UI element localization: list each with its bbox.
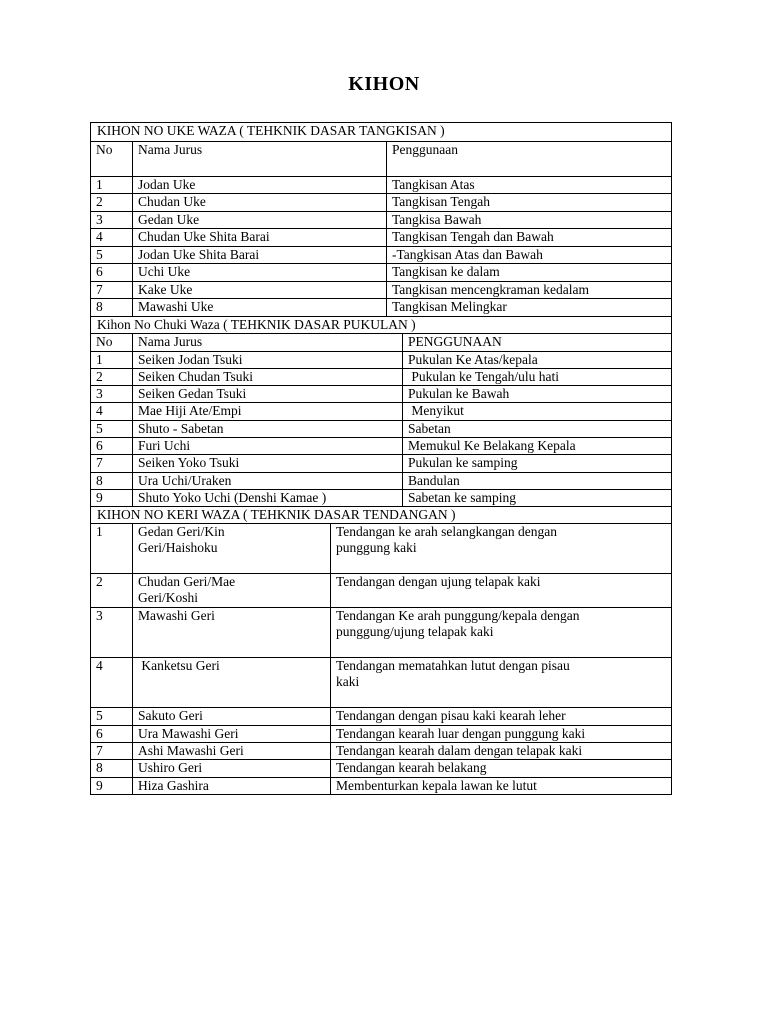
row-name: Seiken Chudan Tsuki [132,369,402,385]
row-no: 1 [96,176,103,192]
uke-rows [91,176,671,316]
row-name: Seiken Gedan Tsuki [132,386,402,402]
row-no: 2 [96,574,103,590]
table-row [91,368,671,385]
row-name: Kanketsu Geri [132,658,330,707]
row-name: Ushiro Geri [132,760,330,776]
row-use: Tangkisan Tengah [386,194,671,211]
row-name: Ura Uchi/Uraken [132,473,402,489]
row-use: Pukulan ke samping [402,455,671,471]
table-row [91,281,671,299]
table-row [91,351,671,368]
row-no: 8 [96,472,103,488]
kihon-table [90,122,672,795]
row-use: -Tangkisan Atas dan Bawah [386,247,671,264]
row-no: 6 [96,264,103,279]
table-row [91,657,671,707]
row-use: Memukul Ke Belakang Kepala [402,438,671,454]
row-no: 5 [96,708,103,724]
row-name: Mae Hiji Ate/Empi [132,403,402,419]
table-row [91,777,671,794]
row-name: Gedan Uke [132,212,386,229]
row-use: Menyikut [402,403,671,419]
column-header-name: Nama Jurus [132,334,402,351]
row-name: Jodan Uke Shita Barai [132,247,386,264]
row-use: Tendangan mematahkan lutut dengan pisau kaki [330,658,671,707]
row-use: Tendangan kearah belakang [330,760,671,776]
row-use: Tendangan dengan ujung telapak kaki [330,574,671,607]
table-row [91,607,671,657]
table-row [91,707,671,724]
row-use: Tendangan kearah dalam dengan telapak kaki [330,743,671,759]
column-header-use: PENGGUNAAN [402,334,671,351]
row-name: Mawashi Geri [132,608,330,657]
chuki-rows [91,351,671,507]
page-title: KIHON [348,73,420,95]
column-header-use: Penggunaan [386,142,671,176]
row-use: Tendangan dengan pisau kaki kearah leher [330,708,671,724]
table-row [91,472,671,489]
column-header-name: Nama Jurus [132,142,386,176]
row-use: Tendangan Ke arah punggung/kepala dengan punggung/ujung telapak kaki [330,608,671,657]
row-no: 4 [96,658,103,674]
row-no: 1 [96,524,103,540]
row-name: Shuto Yoko Uchi (Denshi Kamae ) [132,490,402,506]
row-name: Gedan Geri/Kin Geri/Haishoku [132,524,330,573]
section-heading-chuki [91,316,671,334]
row-use: Sabetan [402,421,671,437]
row-no: 7 [96,281,103,297]
row-no: 3 [96,608,103,624]
row-no: 2 [96,194,103,209]
row-name: Jodan Uke [132,177,386,194]
row-use: Tendangan ke arah selangkangan dengan punggung kaki [330,524,671,573]
table-row [91,573,671,607]
table-row [91,211,671,229]
row-name: Uchi Uke [132,264,386,281]
table-row [91,402,671,419]
row-no: 4 [96,229,103,244]
table-row [91,385,671,402]
row-name: Ashi Mawashi Geri [132,743,330,759]
table-row [91,759,671,776]
keri-rows [91,523,671,793]
section-heading-chuki-text: Kihon No Chuki Waza ( TEHKNIK DASAR PUKULAN ) [97,316,416,332]
row-no: 6 [96,725,103,741]
row-name: Chudan Uke Shita Barai [132,229,386,246]
row-name: Sakuto Geri [132,708,330,724]
row-use: Tangkisan Melingkar [386,299,671,316]
row-no: 9 [96,777,103,793]
row-use: Bandulan [402,473,671,489]
section-heading-uke-text: KIHON NO UKE WAZA ( TEHKNIK DASAR TANGKISAN ) [97,123,445,138]
row-no: 8 [96,760,103,776]
row-use: Pukulan ke Bawah [402,386,671,402]
row-no: 1 [96,351,103,367]
table-row [91,228,671,246]
row-no: 3 [96,211,103,227]
row-name: Ura Mawashi Geri [132,726,330,742]
row-name: Kake Uke [132,282,386,299]
table-row [91,523,671,573]
row-name: Furi Uchi [132,438,402,454]
row-name: Seiken Yoko Tsuki [132,455,402,471]
row-name: Shuto - Sabetan [132,421,402,437]
row-no: 7 [96,743,103,759]
table-row [91,454,671,471]
row-use: Tangkisan ke dalam [386,264,671,281]
row-no: 2 [96,368,103,384]
section-heading-uke [91,123,671,141]
row-use: Tangkisan Tengah dan Bawah [386,229,671,246]
table-row [91,298,671,316]
table-row [91,176,671,194]
section-heading-keri-text: KIHON NO KERI WAZA ( TEHKNIK DASAR TENDANGAN ) [97,507,456,523]
row-no: 8 [96,299,103,314]
table-row [91,725,671,742]
table-row [91,193,671,211]
row-use: Pukulan ke Tengah/ulu hati [402,369,671,385]
table-row [91,489,671,506]
row-use: Tangkisa Bawah [386,212,671,229]
row-name: Chudan Geri/Mae Geri/Koshi [132,574,330,607]
row-name: Chudan Uke [132,194,386,211]
row-no: 3 [96,386,103,402]
column-header-no: No [96,334,113,349]
table-header-chuki [91,333,671,351]
row-use: Sabetan ke samping [402,490,671,506]
table-row [91,246,671,264]
row-name: Seiken Jodan Tsuki [132,352,402,368]
row-no: 5 [96,246,103,262]
table-row [91,742,671,759]
row-no: 6 [96,437,103,453]
column-header-no: No [96,141,113,157]
section-heading-keri [91,506,671,523]
row-no: 9 [96,489,103,505]
row-use: Membenturkan kepala lawan ke lutut [330,778,671,794]
table-row [91,420,671,437]
table-row [91,437,671,454]
row-use: Tangkisan Atas [386,177,671,194]
row-no: 5 [96,420,103,436]
row-no: 4 [96,403,103,419]
row-use: Tendangan kearah luar dengan punggung kaki [330,726,671,742]
row-use: Pukulan Ke Atas/kepala [402,352,671,368]
table-row [91,263,671,281]
row-name: Hiza Gashira [132,778,330,794]
row-name: Mawashi Uke [132,299,386,316]
table-header-uke [91,141,671,176]
row-no: 7 [96,455,103,471]
row-use: Tangkisan mencengkraman kedalam [386,282,671,299]
